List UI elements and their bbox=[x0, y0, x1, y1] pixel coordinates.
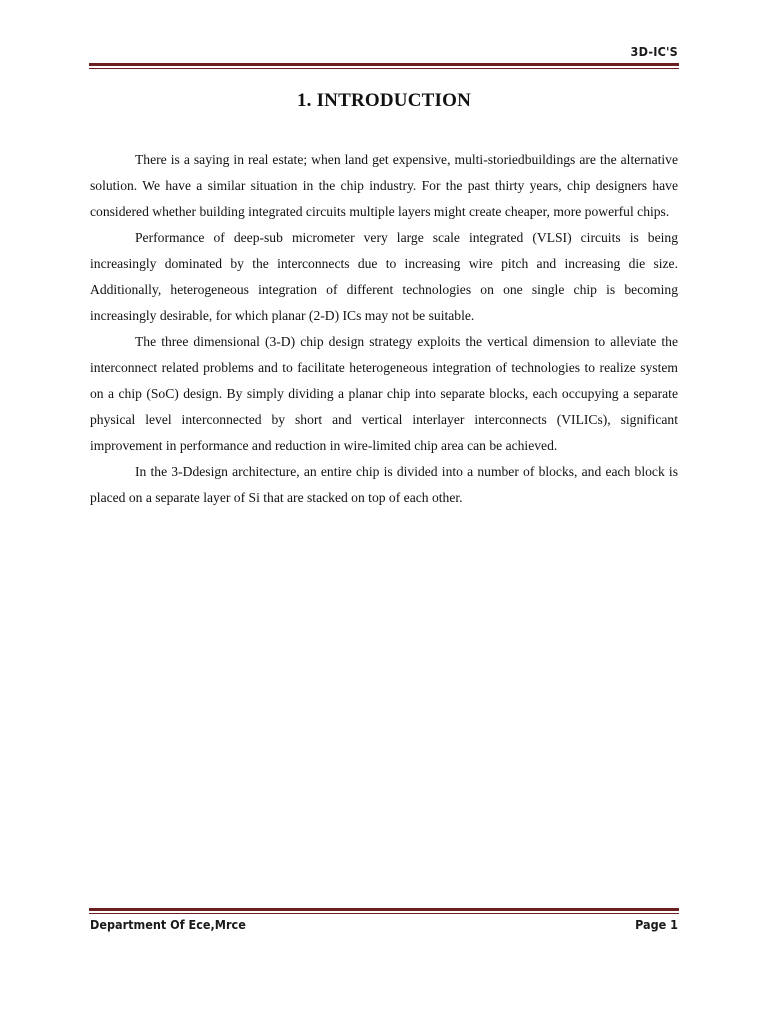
header-rule-thick-line bbox=[89, 63, 679, 66]
body-text bbox=[90, 147, 678, 511]
paragraph: There is a saying in real estate; when land get expensive, multi-storiedbuildings are the alternative solution. We have a similar situation in the chip industry. For the past thirty years, chip designers have considered whether building integrated circuits multiple layers might create cheaper, more powerful chips. bbox=[90, 152, 678, 219]
header-rule-thin-line bbox=[89, 68, 679, 69]
footer-rule-thick-line bbox=[89, 908, 679, 911]
header-rule bbox=[89, 63, 679, 69]
footer-department: Department Of Ece,Mrce bbox=[90, 917, 246, 932]
footer-page-number: Page 1 bbox=[635, 917, 678, 932]
chapter-title: 1. INTRODUCTION bbox=[296, 90, 472, 111]
running-header-title: 3D-IC'S bbox=[630, 44, 678, 59]
paragraph: Performance of deep-sub micrometer very large scale integrated (VLSI) circuits is being increasingly dominated by the interconnects due to increasing wire pitch and increasing die size. Additionally, heterogeneous integration of different technologies on one single chip is becoming increasingly desirable, for which planar (2-D) ICs may not be suitable. bbox=[90, 230, 678, 323]
paragraph: In the 3-Ddesign architecture, an entire chip is divided into a number of blocks, and each block is placed on a separate layer of Si that are stacked on top of each other. bbox=[90, 464, 678, 505]
paragraph: The three dimensional (3-D) chip design strategy exploits the vertical dimension to alleviate the interconnect related problems and to facilitate heterogeneous integration of technologies to realize system on a chip (SoC) design. By simply dividing a planar chip into separate blocks, each occupying a separate physical level interconnected by short and vertical interlayer interconnects (VILICs), significant improvement in performance and reduction in wire-limited chip area can be achieved. bbox=[90, 334, 678, 453]
footer-rule bbox=[89, 908, 679, 914]
footer-rule-thin-line bbox=[89, 913, 679, 914]
